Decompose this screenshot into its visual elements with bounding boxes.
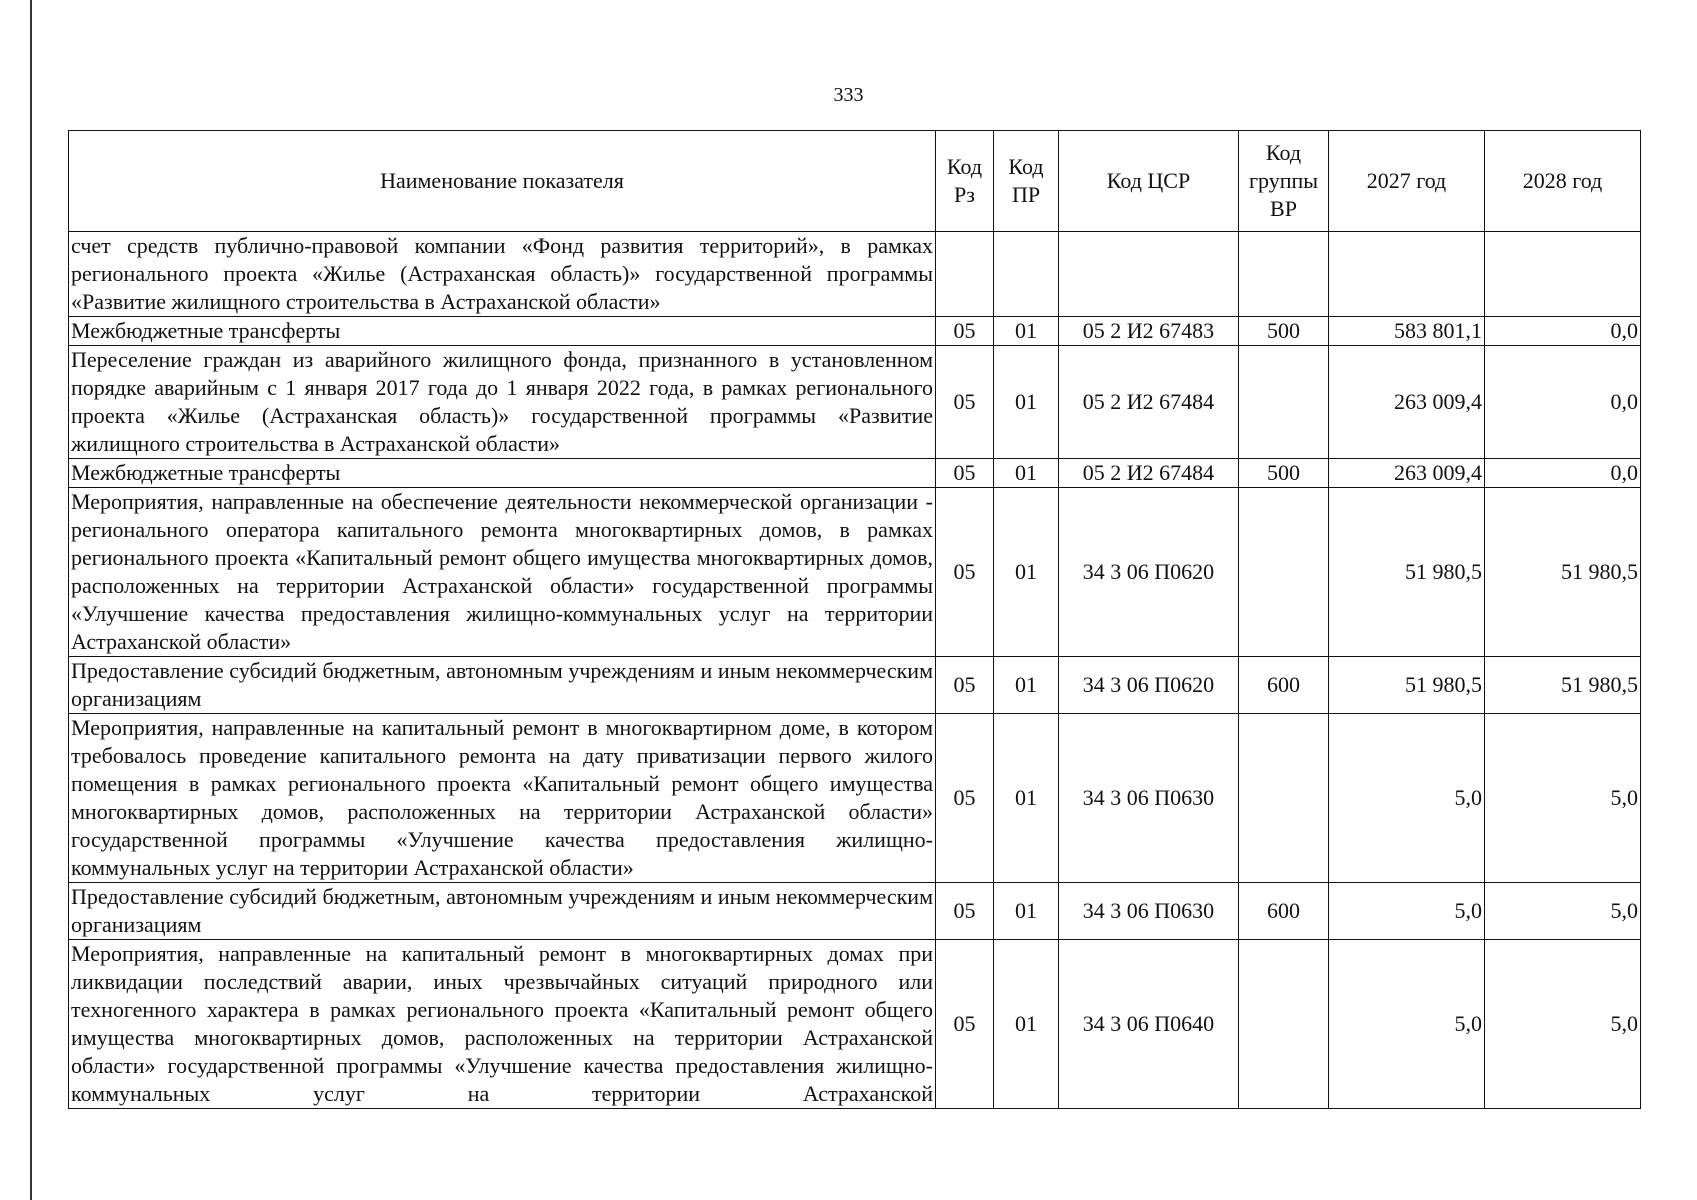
row-pr: 01 <box>994 657 1059 714</box>
row-vr: 600 <box>1239 883 1329 940</box>
row-csr: 05 2 И2 67483 <box>1059 317 1239 346</box>
row-csr: 05 2 И2 67484 <box>1059 459 1239 488</box>
budget-table <box>68 130 1641 1109</box>
row-csr: 34 3 06 П0630 <box>1059 714 1239 883</box>
row-rz: 05 <box>936 346 994 459</box>
row-csr <box>1059 232 1239 317</box>
header-csr: Код ЦСР <box>1059 131 1239 232</box>
table-row <box>69 232 1641 317</box>
row-name: Предоставление субсидий бюджетным, автономным учреждениям и иным некоммерческим организациям <box>69 883 936 940</box>
row-2028: 51 980,5 <box>1485 657 1641 714</box>
row-2027 <box>1329 232 1485 317</box>
row-2027: 51 980,5 <box>1329 657 1485 714</box>
row-2027: 5,0 <box>1329 940 1485 1109</box>
row-rz: 05 <box>936 657 994 714</box>
row-name: Переселение граждан из аварийного жилищного фонда, признанного в установленном порядке аварийным с 1 января 2017 года до 1 января 2022 года, в рамках регионального проекта «Жилье (Астраханская область)» государственной программы «Развитие жилищного строительства в Астраханской области» <box>69 346 936 459</box>
row-2028: 5,0 <box>1485 883 1641 940</box>
page-number: 333 <box>833 84 864 106</box>
row-vr <box>1239 346 1329 459</box>
row-vr: 500 <box>1239 459 1329 488</box>
row-2027: 263 009,4 <box>1329 346 1485 459</box>
row-csr: 34 3 06 П0620 <box>1059 657 1239 714</box>
row-2027: 5,0 <box>1329 714 1485 883</box>
row-2028: 0,0 <box>1485 317 1641 346</box>
row-name: Мероприятия, направленные на обеспечение деятельности некоммерческой организации - регионального оператора капитального ремонта многоквартирных домов, в рамках регионального проекта «Капитальный ремонт общего имущества многоквартирных домов, расположенных на территории Астраханской области» государственной программы «Улучшение качества предоставления жилищно-коммунальных услуг на территории Астраханской области» <box>69 488 936 657</box>
row-2027: 263 009,4 <box>1329 459 1485 488</box>
row-pr: 01 <box>994 883 1059 940</box>
row-2028: 5,0 <box>1485 714 1641 883</box>
row-rz: 05 <box>936 883 994 940</box>
row-2028 <box>1485 232 1641 317</box>
row-rz: 05 <box>936 714 994 883</box>
left-margin-line <box>30 0 32 1200</box>
header-2027: 2027 год <box>1329 131 1485 232</box>
row-2028: 5,0 <box>1485 940 1641 1109</box>
row-2027: 583 801,1 <box>1329 317 1485 346</box>
table-row <box>69 488 1641 657</box>
table-row <box>69 459 1641 488</box>
row-pr: 01 <box>994 488 1059 657</box>
row-rz: 05 <box>936 459 994 488</box>
row-2028: 0,0 <box>1485 346 1641 459</box>
row-rz <box>936 232 994 317</box>
row-vr <box>1239 488 1329 657</box>
table-row <box>69 346 1641 459</box>
row-csr: 05 2 И2 67484 <box>1059 346 1239 459</box>
row-csr: 34 3 06 П0630 <box>1059 883 1239 940</box>
row-name: Предоставление субсидий бюджетным, автономным учреждениям и иным некоммерческим организациям <box>69 657 936 714</box>
row-vr: 600 <box>1239 657 1329 714</box>
table-header-row <box>69 131 1641 232</box>
row-name: Мероприятия, направленные на капитальный ремонт в многоквартирном доме, в котором требовалось проведение капитального ремонта на дату приватизации первого жилого помещения в рамках регионального проекта «Капитальный ремонт общего имущества многоквартирных домов, расположенных на территории Астраханской области» государственной программы «Улучшение качества предоставления жилищно-коммунальных услуг на территории Астраханской области» <box>69 714 936 883</box>
header-pr: Код ПР <box>994 131 1059 232</box>
row-name: Мероприятия, направленные на капитальный ремонт в многоквартирных домах при ликвидации последствий аварии, иных чрезвычайных ситуаций природного или техногенного характера в рамках регионального проекта «Капитальный ремонт общего имущества многоквартирных домов, расположенных на территории Астраханской области» государственной программы «Улучшение качества предоставления жилищно-коммунальных услуг на территории Астраханской <box>69 940 936 1109</box>
row-rz: 05 <box>936 940 994 1109</box>
row-csr: 34 3 06 П0640 <box>1059 940 1239 1109</box>
row-csr: 34 3 06 П0620 <box>1059 488 1239 657</box>
row-pr: 01 <box>994 317 1059 346</box>
row-name: Межбюджетные трансферты <box>69 317 936 346</box>
row-name: счет средств публично-правовой компании «Фонд развития территорий», в рамках регионального проекта «Жилье (Астраханская область)» государственной программы «Развитие жилищного строительства в Астраханской области» <box>69 232 936 317</box>
row-vr <box>1239 714 1329 883</box>
row-2028: 51 980,5 <box>1485 488 1641 657</box>
row-pr: 01 <box>994 459 1059 488</box>
row-name: Межбюджетные трансферты <box>69 459 936 488</box>
row-rz: 05 <box>936 317 994 346</box>
row-pr <box>994 232 1059 317</box>
table-row <box>69 940 1641 1109</box>
row-2027: 5,0 <box>1329 883 1485 940</box>
header-rz: Код Рз <box>936 131 994 232</box>
table-row <box>69 714 1641 883</box>
row-2028: 0,0 <box>1485 459 1641 488</box>
row-vr: 500 <box>1239 317 1329 346</box>
row-2027: 51 980,5 <box>1329 488 1485 657</box>
table-row <box>69 883 1641 940</box>
header-name: Наименование показателя <box>69 131 936 232</box>
row-pr: 01 <box>994 714 1059 883</box>
header-vr: Код группы ВР <box>1239 131 1329 232</box>
row-rz: 05 <box>936 488 994 657</box>
row-pr: 01 <box>994 346 1059 459</box>
table-row <box>69 657 1641 714</box>
row-pr: 01 <box>994 940 1059 1109</box>
row-vr <box>1239 232 1329 317</box>
table-row <box>69 317 1641 346</box>
row-vr <box>1239 940 1329 1109</box>
header-2028: 2028 год <box>1485 131 1641 232</box>
